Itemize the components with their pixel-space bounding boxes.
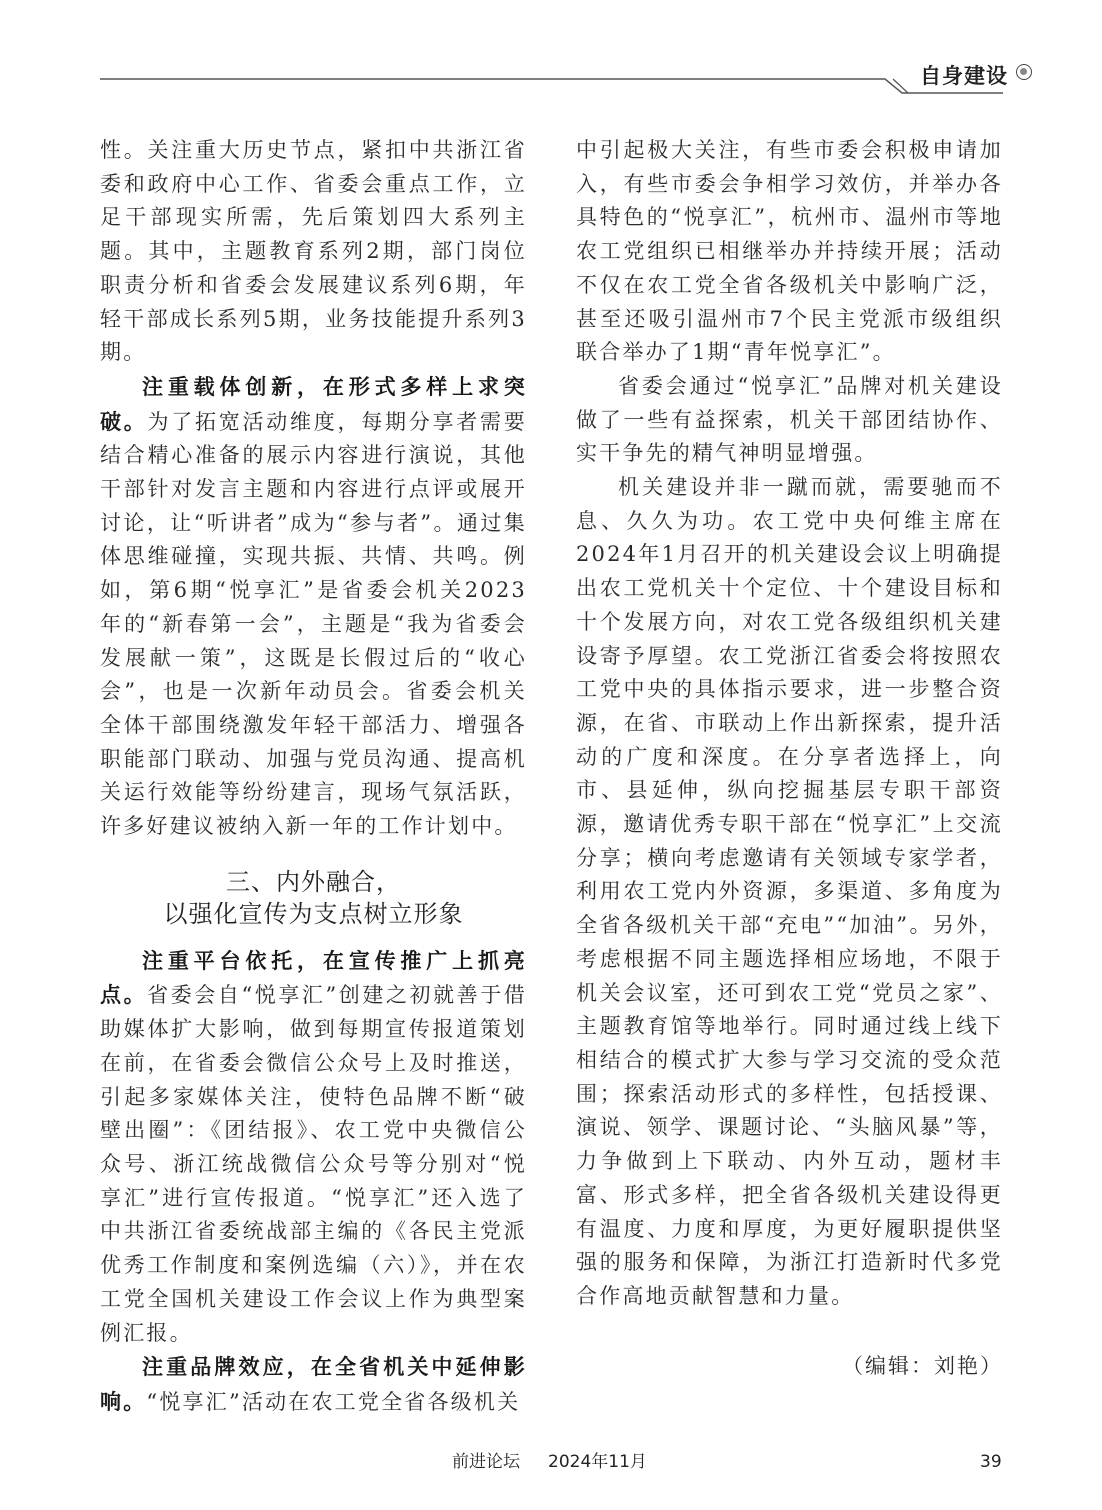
issue-date: 2024年11月 bbox=[548, 1451, 647, 1472]
paragraph bbox=[100, 944, 527, 1350]
paragraph: 性。关注重大历史节点，紧扣中共浙江省委和政府中心工作、省委会重点工作，立足干部现实所需，先后策划四大系列主题。其中，主题教育系列2期，部门岗位职责分析和省委会发展建议系列6期，年轻干部成长系列5期，业务技能提升系列3期。 bbox=[100, 138, 527, 365]
target-bullet-icon bbox=[1016, 64, 1032, 80]
columns bbox=[100, 134, 1003, 1420]
right-column bbox=[576, 134, 1003, 1383]
magazine-name: 前进论坛 bbox=[452, 1451, 520, 1472]
paragraph-body: 省委会自“悦享汇”创建之初就善于借助媒体扩大影响，做到每期宣传报道策划在前，在省委会微信公众号上及时推送，引起多家媒体关注，使特色品牌不断“破壁出圈”：《团结报》、农工党中央微信公众号、浙江统战微信公众号等分别对“悦享汇”进行宣传报道。“悦享汇”还入选了中共浙江省委统战部主编的《各民主党派优秀工作制度和案例选编（六）》，并在农工党全国机关建设工作会议上作为典型案例汇报。 bbox=[100, 983, 527, 1345]
spacer bbox=[0, 1420, 1102, 1450]
paragraph: 中引起极大关注，有些市委会积极申请加入，有些市委会争相学习效仿，并举办各具特色的“悦享汇”，杭州市、温州市等地农工党组织已相继举办并持续开展；活动不仅在农工党全省各级机关中影响广泛，甚至还吸引温州市7个民主党派市级组织联合举办了1期“青年悦享汇”。 bbox=[576, 138, 1003, 365]
paragraph-lead: 注重平台依托，在宣传推广上抓亮点。 bbox=[100, 947, 527, 1008]
section-heading bbox=[100, 866, 527, 930]
left-column bbox=[100, 134, 527, 1420]
page-footer bbox=[0, 1450, 1102, 1510]
section-label: 自身建设 bbox=[920, 63, 1008, 88]
paragraph-body: “悦享汇”活动在农工党全省各级机关 bbox=[146, 1389, 521, 1414]
paragraph-lead: 注重载体创新，在形式多样上求突破。 bbox=[100, 373, 527, 434]
paragraph: 机关建设并非一蹴而就，需要驰而不息、久久为功。农工党中央何维主席在2024年1月召开的机关建设会议上明确提出农工党机关十个定位、十个建设目标和十个发展方向，对农工党各级组织机关建设寄予厚望。农工党浙江省委会将按照农工党中央的具体指示要求，进一步整合资源，在省、市联动上作出新探索，提升活动的广度和深度。在分享者选择上，向市、县延伸，纵向挖掘基层专职干部资源，邀请优秀专职干部在“悦享汇”上交流分享；横向考虑邀请有关领域专家学者，利用农工党内外资源，多渠道、多角度为全省各级机关干部“充电”“加油”。另外，考虑根据不同主题选择相应场地，不限于机关会议室，还可到农工党“党员之家”、主题教育馆等地举行。同时通过线上线下相结合的模式扩大参与学习交流的受众范围；探索活动形式的多样性，包括授课、演说、领学、课题讨论、“头脑风暴”等，力争做到上下联动、内外互动，题材丰富、形式多样，把全省各级机关建设得更有温度、力度和厚度，为更好履职提供坚强的服务和保障，为浙江打造新时代多党合作高地贡献智慧和力量。 bbox=[576, 475, 1003, 1308]
paragraph-lead: 注重品牌效应，在全省机关中延伸影响。 bbox=[100, 1354, 527, 1414]
paragraph bbox=[100, 1350, 527, 1419]
editor-credit: （编辑：刘艳） bbox=[842, 1353, 1003, 1378]
heading-line: 以强化宣传为支点树立形象 bbox=[163, 899, 464, 928]
paragraph-body: 为了拓宽活动维度，每期分享者需要结合精心准备的展示内容进行演说，其他干部针对发言主题和内容进行点评或展开讨论，让“听讲者”成为“参与者”。通过集体思维碰撞，实现共振、共情、共鸣。例如，第6期“悦享汇”是省委会机关2023年的“新春第一会”，主题是“我为省委会发展献一策”，这既是长假过后的“收心会”，也是一次新年动员会。省委会机关全体干部围绕激发年轻干部活力、增强各职能部门联动、加强与党员沟通、提高机关运行效能等纷纷建言，现场气氛活跃，许多好建议被纳入新一年的工作计划中。 bbox=[100, 409, 527, 839]
page-number: 39 bbox=[980, 1451, 1002, 1472]
heading-line: 三、内外融合， bbox=[226, 867, 401, 896]
paragraph: 省委会通过“悦享汇”品牌对机关建设做了一些有益探索，机关干部团结协作、实干争先的精气神明显增强。 bbox=[576, 373, 1003, 466]
paragraph bbox=[100, 370, 527, 844]
